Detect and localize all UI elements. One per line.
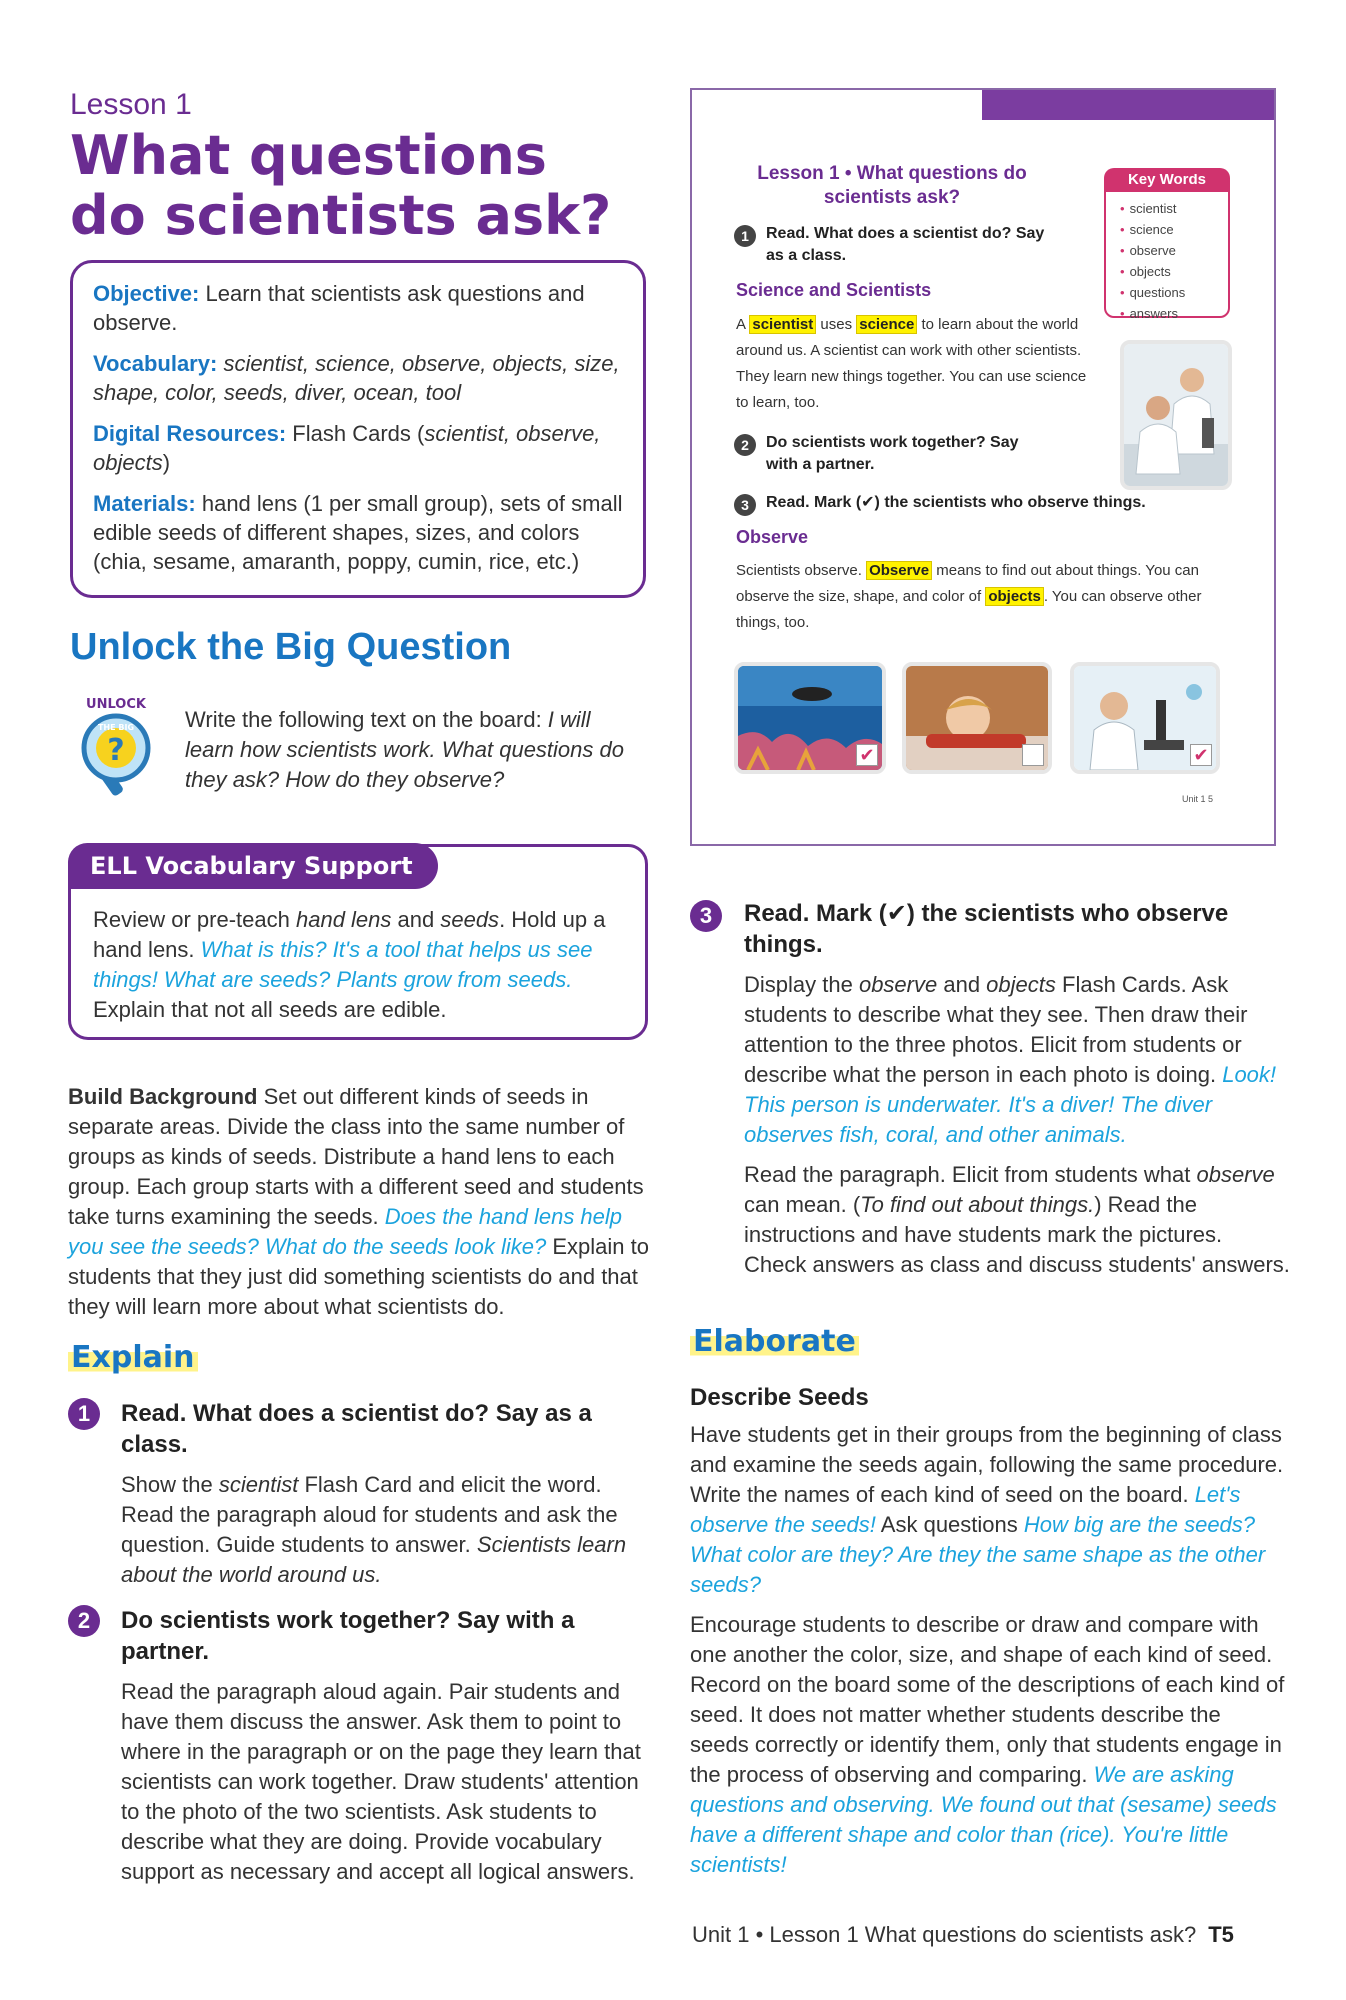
- objective-text: Learn that scientists ask questions and observe.: [93, 281, 585, 335]
- sp-para2-c: means to find out about things. You can observe the size, shape, and color of: [736, 562, 1199, 605]
- sp-para1-e: to learn about the world around us. A scientist can work with other scientists. They learn new things together. You can use science to learn, too.: [736, 316, 1087, 411]
- checkbox-1[interactable]: ✔: [856, 744, 878, 766]
- ell-text-b: hand lens: [295, 907, 392, 932]
- sp-step-number: 2: [734, 434, 756, 456]
- sp-step-number: 3: [734, 494, 756, 516]
- step-number: 2: [68, 1605, 100, 1637]
- keyword-item: • observe: [1120, 240, 1220, 261]
- elab-p2-a: Encourage students to describe or draw and compare with one another the color, size, and shape of each kind of seed. Record on the board some of the descriptions of each kind of seed. It does not matter whether students describe the seeds correctly or identify them, only that students engage in the process of observing and comparing.: [690, 1612, 1285, 1787]
- explain-step-1: [68, 1398, 648, 1590]
- sp-para1-a: A: [736, 316, 750, 333]
- step1-body-b: scientist: [218, 1472, 299, 1497]
- explain-step-2: [68, 1605, 653, 1887]
- keywords-box: [1104, 172, 1230, 321]
- unlock-text: [185, 705, 645, 795]
- ell-text-e: . Hold up a hand lens.: [93, 907, 606, 962]
- elaborate-paragraph-1: [690, 1420, 1285, 1600]
- elab-p2-b: We are asking questions and observing. We found out that (sesame) seeds have a different shape and color than (rice). You're little scientists!: [690, 1762, 1277, 1877]
- unlock-text-b: I will learn how scientists work. What questions do they ask? How do they observe?: [185, 707, 624, 792]
- elab-p1-a: Have students get in their groups from the beginning of class and examine the seeds again, following the same procedure. Write the names of each kind of seed on the board.: [690, 1422, 1284, 1507]
- sp-subheading-observe: Observe: [736, 527, 809, 547]
- step-body: [121, 1470, 648, 1590]
- diver-photo: [734, 662, 886, 774]
- keywords-tab: Key Words: [1104, 168, 1230, 192]
- keyword-item: • scientist: [1120, 198, 1220, 219]
- student-page-thumbnail: [690, 88, 1276, 846]
- step-number: 3: [690, 900, 722, 932]
- checkbox-2[interactable]: [1022, 744, 1044, 766]
- step3-p1-a: Display the: [744, 972, 859, 997]
- digital-text-c: ): [162, 450, 171, 475]
- unlock-heading: Unlock the Big Question: [70, 626, 512, 668]
- sp-para2-a: Scientists observe.: [736, 562, 867, 579]
- sp-para2-b: Observe: [866, 561, 932, 580]
- unlock-icon-mid: THE BIG: [97, 723, 135, 732]
- objective-box: [70, 260, 646, 598]
- build-background: [68, 1082, 653, 1322]
- vocabulary-text: scientist, science, observe, objects, size, shape, color, seeds, diver, ocean, tool: [93, 351, 620, 405]
- explain-heading: [64, 1338, 202, 1377]
- step-body-1: [744, 970, 1290, 1150]
- build-background-label: Build Background: [68, 1084, 258, 1109]
- ell-text-g: Explain that not all seeds are edible.: [93, 997, 447, 1022]
- step-number: 1: [68, 1398, 100, 1430]
- step3-p1-e: Flash Cards. Ask students to describe what they see. Then draw their attention to the three photos. Elicit from students or describe what the person in each photo is doing.: [744, 972, 1248, 1087]
- step-body-2: [744, 1160, 1290, 1280]
- objective: [93, 279, 623, 337]
- vocabulary: [93, 349, 623, 407]
- sleeping-boy-photo: [902, 662, 1052, 774]
- step3-p1-d: objects: [986, 972, 1056, 997]
- sp-step-3: Read. Mark (✔) the scientists who observe things.: [766, 494, 1146, 511]
- step3-p2-e: ) Read the instructions and have students mark the pictures. Check answers as class and discuss students' answers.: [744, 1192, 1290, 1277]
- step1-body-c: Flash Card and elicit the word. Read the paragraph aloud for students and ask the question. Guide students to answer.: [121, 1472, 618, 1557]
- ell-text-d: seeds: [440, 907, 500, 932]
- unlock-icon-q: ?: [107, 733, 125, 768]
- ell-text-f: What is this? It's a tool that helps us see things! What are seeds? Plants grow from seeds.: [93, 937, 593, 992]
- sp-para2-d: objects: [985, 587, 1044, 606]
- step-body: Read the paragraph aloud again. Pair students and have them discuss the answer. Ask them to point to where in the paragraph or on the page they learn that scientists can work together. Draw students' attention to the photo of the two scientists. Ask students to describe what they are doing. Provide vocabulary support as necessary and accept all logical answers.: [121, 1679, 641, 1884]
- page-title: What questions do scientists ask?: [70, 124, 612, 247]
- elaborate-body: [690, 1420, 1285, 1890]
- student-page-title: Lesson 1 • What questions do scientists ask?: [757, 163, 1027, 208]
- sp-para1-b: scientist: [749, 315, 816, 334]
- lesson-label: Lesson 1: [70, 88, 192, 121]
- step3-p1-c: and: [937, 972, 987, 997]
- step-heading: Read. Mark (✔) the scientists who observe things.: [744, 900, 1229, 958]
- step3-p1-b: observe: [858, 972, 938, 997]
- step3-p2-c: can mean. (: [744, 1192, 861, 1217]
- checkbox-3[interactable]: ✔: [1190, 744, 1212, 766]
- sp-step-number: 1: [734, 225, 756, 247]
- ell-tab: ELL Vocabulary Support: [68, 843, 438, 889]
- elab-p1-b: Let's observe the seeds!: [690, 1482, 1241, 1537]
- two-scientists-photo: [1120, 340, 1232, 490]
- keyword-item: • answers: [1120, 303, 1220, 324]
- digital-text-a: Flash Cards (: [292, 421, 425, 446]
- unlock-icon-top: UNLOCK: [86, 697, 146, 712]
- vocabulary-label: Vocabulary:: [93, 351, 218, 376]
- elaborate-heading: [686, 1322, 863, 1361]
- sp-para1-c: uses: [816, 316, 857, 333]
- keyword-item: • questions: [1120, 282, 1220, 303]
- step1-body-a: Show the: [121, 1472, 219, 1497]
- digital-text-b: scientist, observe, objects: [93, 421, 601, 475]
- student-page-footer: Unit 1 5: [1182, 794, 1214, 804]
- explain-heading-text: Explain: [68, 1340, 198, 1375]
- step3-p1-f: Look! This person is underwater. It's a diver! The diver observes fish, coral, and other animals.: [744, 1062, 1277, 1147]
- objective-label: Objective:: [93, 281, 200, 306]
- sp-paragraph-2: [736, 558, 1236, 636]
- ell-text-c: and: [391, 907, 441, 932]
- digital-label: Digital Resources:: [93, 421, 287, 446]
- microscope-scientist-photo: [1070, 662, 1220, 774]
- step-3-notes: [690, 898, 1290, 1280]
- elaborate-heading-text: Elaborate: [690, 1324, 859, 1359]
- sp-subheading-science: Science and Scientists: [736, 280, 932, 300]
- student-page-topbar: [982, 90, 1276, 120]
- elab-p1-c: Ask questions: [875, 1512, 1024, 1537]
- keyword-item: • science: [1120, 219, 1220, 240]
- step1-body-d: Scientists learn about the world around us.: [121, 1532, 627, 1587]
- sp-paragraph-1: [736, 312, 1098, 416]
- sp-para2-e: . You can observe other things, too.: [736, 588, 1202, 631]
- step3-p2-a: Read the paragraph. Elicit from students what: [744, 1162, 1197, 1187]
- step-heading: Read. What does a scientist do? Say as a class.: [121, 1400, 592, 1458]
- step3-p2-d: To find out about things.: [860, 1192, 1095, 1217]
- keyword-item: • objects: [1120, 261, 1220, 282]
- materials: [93, 489, 623, 576]
- sp-step-2: Do scientists work together? Say with a partner.: [766, 434, 1019, 473]
- materials-text: hand lens (1 per small group), sets of small edible seeds of different shapes, sizes, and colors (chia, sesame, amaranth, poppy, cumin, rice, etc.): [93, 491, 623, 574]
- describe-seeds-heading: Describe Seeds: [690, 1384, 869, 1411]
- unlock-big-question-icon: [66, 690, 166, 800]
- page-footer: [692, 1922, 1234, 1948]
- sp-para1-d: science: [856, 315, 917, 334]
- elab-p1-d: How big are the seeds? What color are they? Are they the same shape as the other seeds?: [690, 1512, 1266, 1597]
- unlock-text-a: Write the following text on the board:: [185, 707, 548, 732]
- sp-step-1: Read. What does a scientist do? Say as a class.: [766, 225, 1045, 264]
- page-number: T5: [1208, 1922, 1234, 1947]
- footer-text: Unit 1 • Lesson 1 What questions do scientists ask?: [692, 1922, 1197, 1947]
- step-heading: Do scientists work together? Say with a partner.: [121, 1607, 575, 1665]
- digital-resources: [93, 419, 623, 477]
- ell-text-a: Review or pre-teach: [93, 907, 296, 932]
- build-bg-text-c: Explain to students that they just did something scientists do and that they will learn more about what scientists do.: [68, 1234, 649, 1319]
- build-bg-text-b: Does the hand lens help you see the seeds? What do the seeds look like?: [68, 1204, 623, 1259]
- elaborate-paragraph-2: [690, 1610, 1285, 1880]
- build-bg-text-a: Set out different kinds of seeds in separate areas. Divide the class into the same number of groups as kinds of seeds. Distribute a hand lens to each group. Each group starts with a different seed and students take turns examining the seeds.: [68, 1084, 644, 1229]
- step3-p2-b: observe: [1196, 1162, 1275, 1187]
- materials-label: Materials:: [93, 491, 196, 516]
